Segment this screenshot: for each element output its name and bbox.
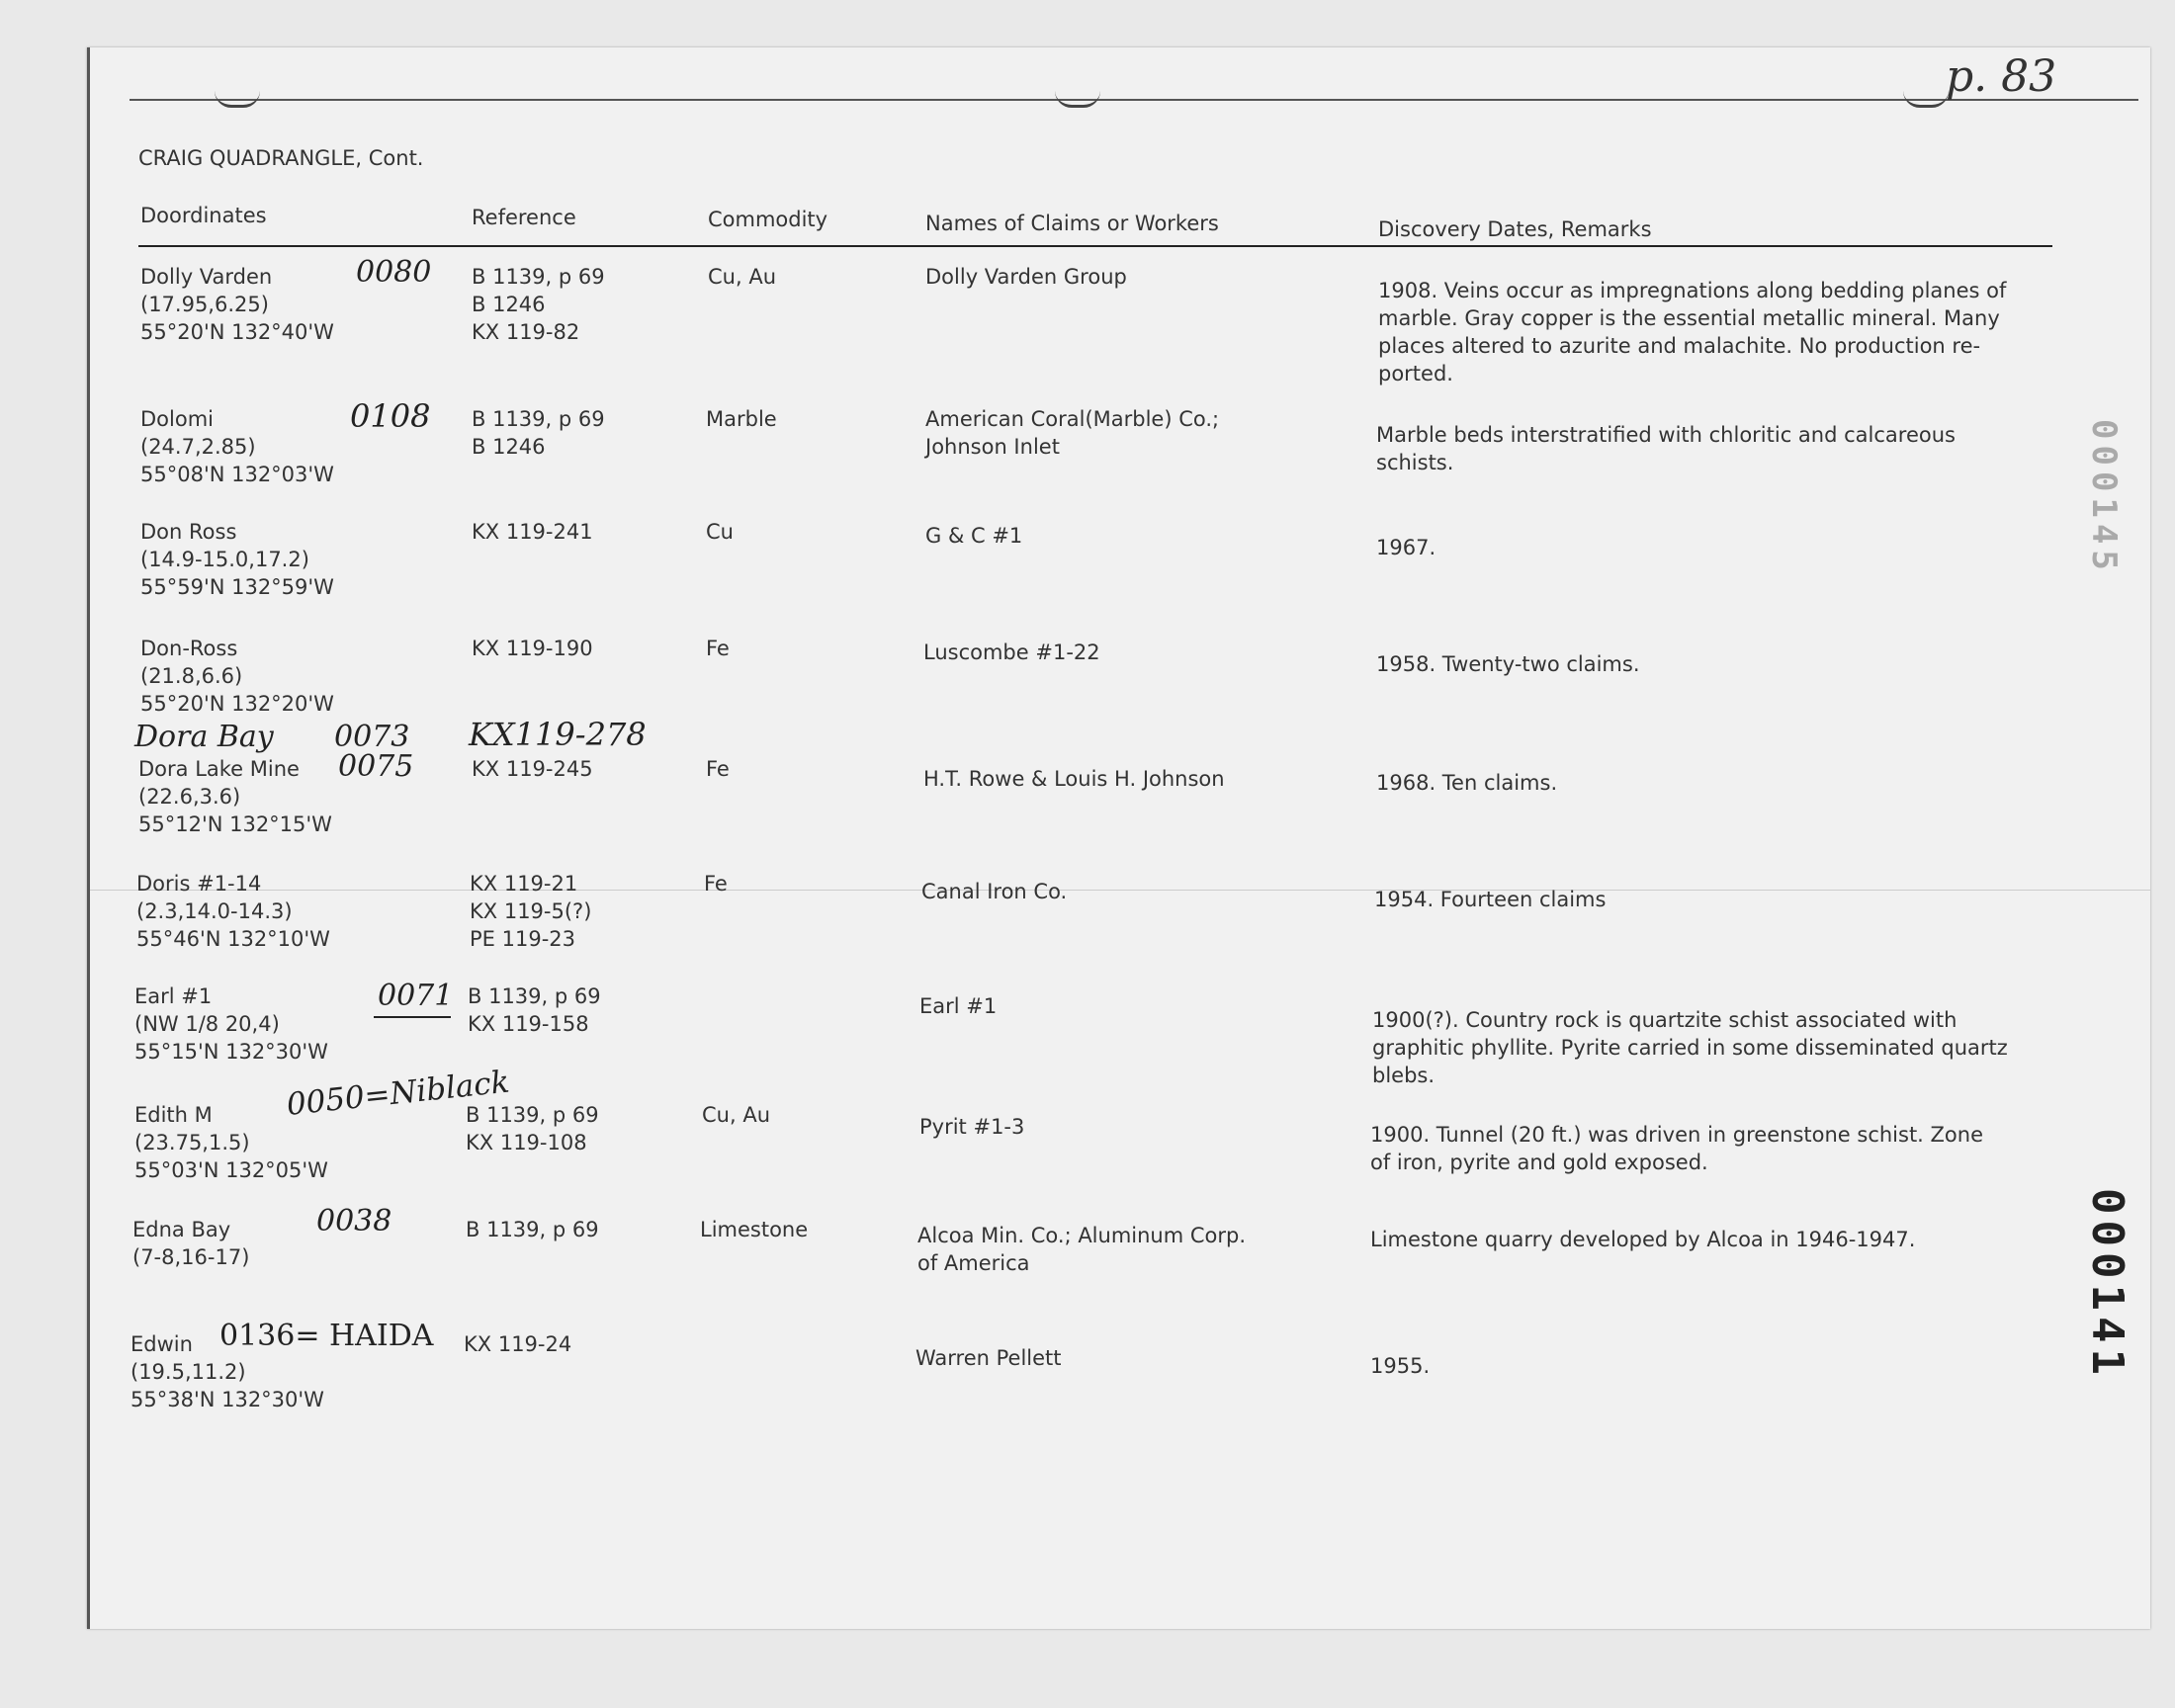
punch-hole-mark: [1903, 91, 1949, 108]
grid-coordinates: (14.9-15.0,17.2): [140, 548, 309, 571]
remarks-line: Marble beds interstratified with chloritic and calcareous: [1376, 423, 1956, 447]
commodity-cell: Fe: [704, 872, 728, 896]
reference-line: B 1246: [472, 435, 546, 459]
remarks-cell: [1372, 1006, 2008, 1089]
claim-line: Warren Pellett: [915, 1346, 1062, 1370]
handwritten-note: 0050=Niblack: [285, 1064, 512, 1123]
location-name: Edith M: [134, 1103, 213, 1127]
reference-line: B 1139, p 69: [472, 407, 605, 431]
column-header-reference: Reference: [472, 206, 576, 229]
handwritten-note: 0071: [378, 979, 454, 1013]
handwritten-note: 0136= HAIDA: [219, 1319, 434, 1353]
claims-cell: [925, 263, 1127, 291]
remarks-line: of iron, pyrite and gold exposed.: [1370, 1151, 1708, 1174]
coordinates-cell: [134, 982, 328, 1066]
stamp-number-top: 000145: [2084, 419, 2124, 576]
remarks-line: 1900. Tunnel (20 ft.) was driven in greenstone schist. Zone: [1370, 1123, 1983, 1147]
handwritten-note: 0075: [338, 749, 414, 784]
claim-line: G & C #1: [925, 524, 1023, 548]
coordinates-cell: [140, 405, 334, 488]
punch-hole-mark: [1055, 91, 1100, 108]
claim-line: American Coral(Marble) Co.;: [925, 407, 1220, 431]
note-underline: [374, 1016, 451, 1018]
claims-cell: [921, 878, 1067, 905]
location-name: Dora Lake Mine: [138, 757, 300, 781]
lat-lon: 55°03'N 132°05'W: [134, 1158, 328, 1182]
claim-line: Dolly Varden Group: [925, 265, 1127, 289]
lat-lon: 55°08'N 132°03'W: [140, 463, 334, 486]
reference-line: KX 119-82: [472, 320, 580, 344]
remarks-line: schists.: [1376, 451, 1454, 474]
header-rule: [138, 245, 2052, 247]
grid-coordinates: (19.5,11.2): [130, 1360, 246, 1384]
reference-line: B 1139, p 69: [466, 1218, 599, 1241]
location-name: Edna Bay: [132, 1218, 231, 1241]
remarks-line: ported.: [1378, 362, 1453, 385]
commodity-cell: Cu, Au: [708, 265, 776, 289]
coordinates-cell: [140, 635, 334, 718]
location-name: Don-Ross: [140, 637, 238, 660]
claims-cell: [919, 992, 997, 1020]
remarks-cell: [1370, 1226, 1915, 1253]
remarks-cell: [1376, 421, 1956, 476]
handwritten-entry-note: 0073: [334, 720, 410, 754]
column-header-remarks: Discovery Dates, Remarks: [1378, 217, 1652, 241]
reference-line: KX 119-21: [470, 872, 578, 896]
column-header-coordinates: Doordinates: [140, 204, 267, 227]
reference-cell: [468, 982, 601, 1038]
location-name: Edwin: [130, 1332, 193, 1356]
remarks-line: places altered to azurite and malachite. No production re-: [1378, 334, 1981, 358]
lat-lon: 55°12'N 132°15'W: [138, 812, 332, 836]
remarks-line: 1958. Twenty-two claims.: [1376, 652, 1640, 676]
location-name: Don Ross: [140, 520, 237, 544]
punch-hole-mark: [215, 91, 260, 108]
remarks-line: Limestone quarry developed by Alcoa in 1946-1947.: [1370, 1228, 1916, 1251]
claim-line: of America: [917, 1251, 1030, 1275]
commodity-cell: Cu: [706, 520, 734, 544]
remarks-cell: [1374, 886, 1606, 913]
claims-cell: [919, 1113, 1024, 1141]
reference-cell: [464, 1330, 571, 1358]
claims-cell: [923, 639, 1100, 666]
reference-cell: [472, 405, 605, 461]
reference-cell: [472, 635, 593, 662]
lat-lon: 55°20'N 132°20'W: [140, 692, 334, 716]
grid-coordinates: (17.95,6.25): [140, 293, 269, 316]
reference-cell: [472, 263, 605, 346]
commodity-cell: Marble: [706, 407, 777, 431]
remarks-line: 1900(?). Country rock is quartzite schist associated with: [1372, 1008, 1958, 1032]
lat-lon: 55°38'N 132°30'W: [130, 1388, 324, 1411]
lat-lon: 55°15'N 132°30'W: [134, 1040, 328, 1064]
coordinates-cell: [140, 518, 334, 601]
commodity-cell: Cu, Au: [702, 1103, 770, 1127]
claim-line: H.T. Rowe & Louis H. Johnson: [923, 767, 1225, 791]
claim-line: Pyrit #1-3: [919, 1115, 1025, 1139]
page-title: CRAIG QUADRANGLE, Cont.: [138, 146, 424, 170]
reference-cell: [472, 518, 593, 546]
grid-coordinates: (22.6,3.6): [138, 785, 241, 809]
reference-line: B 1139, p 69: [472, 265, 605, 289]
claims-cell: [915, 1344, 1062, 1372]
stamp-number-bottom: 000141: [2082, 1188, 2132, 1381]
grid-coordinates: (NW 1/8 20,4): [134, 1012, 280, 1036]
claims-cell: [917, 1222, 1246, 1277]
coordinates-cell: [138, 755, 332, 838]
reference-cell: [472, 755, 593, 783]
column-header-commodity: Commodity: [708, 208, 828, 231]
grid-coordinates: (23.75,1.5): [134, 1131, 250, 1154]
coordinates-cell: [132, 1216, 249, 1271]
reference-line: PE 119-23: [470, 927, 575, 951]
reference-line: B 1139, p 69: [468, 984, 601, 1008]
claim-line: Johnson Inlet: [925, 435, 1060, 459]
remarks-line: marble. Gray copper is the essential metallic mineral. Many: [1378, 306, 2000, 330]
grid-coordinates: (2.3,14.0-14.3): [136, 899, 293, 923]
reference-cell: [466, 1216, 599, 1243]
reference-line: KX 119-245: [472, 757, 593, 781]
location-name: Earl #1: [134, 984, 213, 1008]
handwritten-entry-reference: KX119-278: [469, 716, 647, 753]
remarks-cell: [1376, 534, 1436, 561]
handwritten-entry-name: Dora Bay: [134, 720, 274, 754]
claims-cell: [925, 405, 1219, 461]
commodity-cell: Fe: [706, 637, 730, 660]
reference-line: KX 119-158: [468, 1012, 589, 1036]
handwritten-note: 0108: [350, 397, 431, 435]
commodity-cell: Limestone: [700, 1218, 809, 1241]
remarks-cell: [1370, 1121, 1983, 1176]
commodity-cell: Fe: [706, 757, 730, 781]
reference-line: B 1139, p 69: [466, 1103, 599, 1127]
reference-line: B 1246: [472, 293, 546, 316]
location-name: Doris #1-14: [136, 872, 262, 896]
remarks-cell: [1370, 1352, 1430, 1380]
reference-line: KX 119-108: [466, 1131, 587, 1154]
reference-line: KX 119-5(?): [470, 899, 592, 923]
remarks-line: graphitic phyllite. Pyrite carried in some disseminated quartz: [1372, 1036, 2008, 1060]
reference-line: KX 119-241: [472, 520, 593, 544]
lat-lon: 55°20'N 132°40'W: [140, 320, 334, 344]
remarks-cell: [1376, 650, 1640, 678]
remarks-cell: [1376, 769, 1557, 797]
lat-lon: 55°46'N 132°10'W: [136, 927, 330, 951]
reference-line: KX 119-190: [472, 637, 593, 660]
grid-coordinates: (21.8,6.6): [140, 664, 243, 688]
claim-line: Luscombe #1-22: [923, 640, 1100, 664]
location-name: Dolly Varden: [140, 265, 273, 289]
claim-line: Alcoa Min. Co.; Aluminum Corp.: [917, 1224, 1247, 1247]
claim-line: Canal Iron Co.: [921, 880, 1068, 903]
top-border-line: [130, 99, 2138, 101]
remarks-line: 1908. Veins occur as impregnations along bedding planes of: [1378, 279, 2007, 302]
lat-lon: 55°59'N 132°59'W: [140, 575, 334, 599]
claim-line: Earl #1: [919, 994, 998, 1018]
page-number-handwritten: p. 83: [1946, 51, 2057, 102]
coordinates-cell: [140, 263, 334, 346]
remarks-line: 1955.: [1370, 1354, 1431, 1378]
column-header-names: Names of Claims or Workers: [925, 212, 1219, 235]
handwritten-note: 0080: [356, 255, 432, 290]
reference-cell: [470, 870, 591, 953]
remarks-line: 1954. Fourteen claims: [1374, 888, 1607, 911]
reference-line: KX 119-24: [464, 1332, 572, 1356]
location-name: Dolomi: [140, 407, 214, 431]
grid-coordinates: (24.7,2.85): [140, 435, 256, 459]
grid-coordinates: (7-8,16-17): [132, 1245, 250, 1269]
claims-cell: [925, 522, 1022, 550]
reference-cell: [466, 1101, 599, 1156]
handwritten-note: 0038: [316, 1204, 392, 1238]
remarks-line: 1968. Ten claims.: [1376, 771, 1558, 795]
remarks-line: 1967.: [1376, 536, 1436, 559]
coordinates-cell: [136, 870, 330, 953]
fold-crease: [90, 890, 2150, 891]
remarks-cell: [1378, 277, 2006, 387]
remarks-line: blebs.: [1372, 1064, 1436, 1087]
claims-cell: [923, 765, 1225, 793]
